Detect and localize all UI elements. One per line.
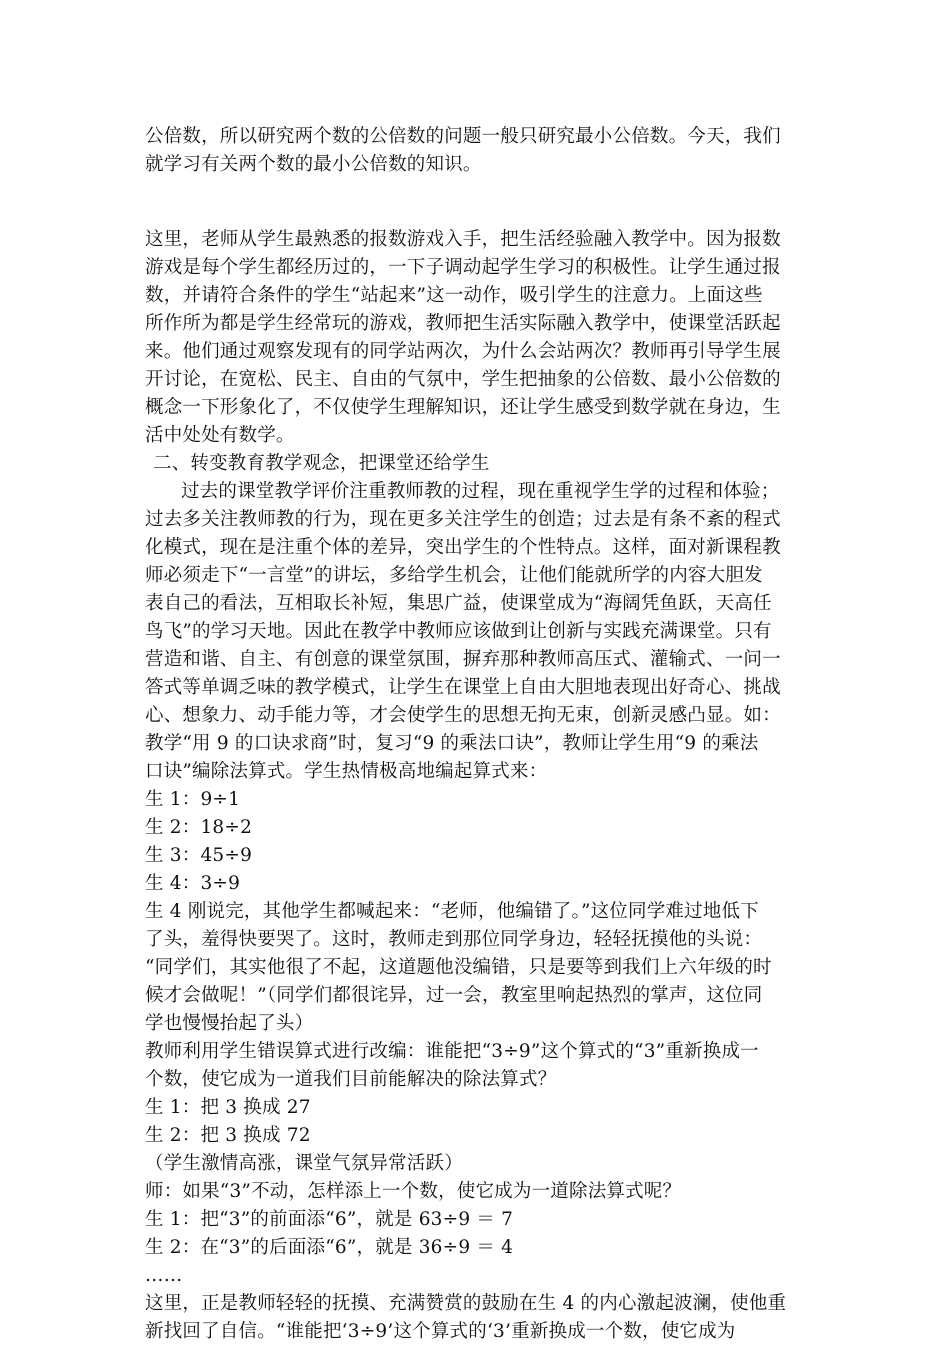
text-line: 教师利用学生错误算式进行改编：谁能把“3÷9”这个算式的“3”重新换成一 (145, 1041, 759, 1062)
text-line: 来。他们通过观察发现有的同学站两次，为什么会站两次？教师再引导学生展 (145, 341, 781, 362)
text-line: 教学“用 9 的口诀求商”时，复习“9 的乘法口诀”，教师让学生用“9 的乘法 (145, 733, 759, 754)
text-line: 就学习有关两个数的最小公倍数的知识。 (145, 154, 482, 175)
text-line: 生 1：把“3”的前面添“6”，就是 63÷9 ＝ 7 (145, 1209, 514, 1230)
text-line: 过去多关注教师教的行为，现在更多关注学生的创造；过去是有条不紊的程式 (145, 509, 781, 530)
text-line: 过去的课堂教学评价注重教师教的过程，现在重视学生学的过程和体验； (181, 481, 780, 502)
text-line: 生 2：把 3 换成 72 (145, 1125, 311, 1146)
text-line: 这里，正是教师轻轻的抚摸、充满赞赏的鼓励在生 4 的内心激起波澜，使他重 (145, 1293, 787, 1314)
text-line: …… (145, 1265, 183, 1286)
text-line: 生 4 刚说完，其他学生都喊起来：“老师，他编错了。”这位同学难过地低下 (145, 901, 759, 922)
text-line: 生 2：18÷2 (145, 817, 253, 838)
text-line: 化模式，现在是注重个体的差异，突出学生的个性特点。这样，面对新课程教 (145, 537, 781, 558)
text-line: 师必须走下“一言堂”的讲坛，多给学生机会，让他们能就所学的内容大胆发 (145, 565, 763, 586)
intro-paragraph (145, 123, 813, 179)
text-line: 公倍数，所以研究两个数的公倍数的问题一般只研究最小公倍数。今天，我们 (145, 126, 781, 147)
text-line: 数，并请符合条件的学生“站起来”这一动作，吸引学生的注意力。上面这些 (145, 285, 763, 306)
body-text (145, 226, 813, 1346)
text-line: 答式等单调乏味的教学模式，让学生在课堂上自由大胆地表现出好奇心、挑战 (145, 677, 781, 698)
text-line: “同学们，其实他很了不起，这道题他没编错，只是要等到我们上六年级的时 (145, 957, 772, 978)
text-line: 活中处处有数学。 (145, 425, 295, 446)
text-line: 生 1：把 3 换成 27 (145, 1097, 311, 1118)
text-line: 生 3：45÷9 (145, 845, 253, 866)
text-line: 所作所为都是学生经常玩的游戏，教师把生活实际融入教学中，使课堂活跃起 (145, 313, 781, 334)
text-line: 开讨论，在宽松、民主、自由的气氛中，学生把抽象的公倍数、最小公倍数的 (145, 369, 781, 390)
text-line: 概念一下形象化了，不仅使学生理解知识，还让学生感受到数学就在身边，生 (145, 397, 781, 418)
text-line: 表自己的看法，互相取长补短，集思广益，使课堂成为“海阔凭鱼跃，天高任 (145, 593, 772, 614)
text-line: 师：如果“3”不动，怎样添上一个数，使它成为一道除法算式呢？ (145, 1181, 682, 1202)
text-line: 新找回了自信。“谁能把‘3÷9’这个算式的‘3’重新换成一个数，使它成为 (145, 1321, 736, 1342)
text-line: 营造和谐、自主、有创意的课堂氛围，摒弃那种教师高压式、灌输式、一问一 (145, 649, 781, 670)
text-line: 生 1：9÷1 (145, 789, 241, 810)
text-line: 游戏是每个学生都经历过的，一下子调动起学生学习的积极性。让学生通过报 (145, 257, 781, 278)
text-line: 鸟飞”的学习天地。因此在教学中教师应该做到让创新与实践充满课堂。只有 (145, 621, 772, 642)
text-line: 候才会做呢！”（同学们都很诧异，过一会，教室里响起热烈的掌声，这位同 (145, 985, 763, 1006)
text-line: 心、想象力、动手能力等，才会使学生的思想无拘无束，创新灵感凸显。如： (145, 705, 781, 726)
text-line: （学生激情高涨，课堂气氛异常活跃） (145, 1153, 463, 1174)
text-line: 学也慢慢抬起了头） (145, 1013, 314, 1034)
text-line: 口诀”编除法算式。学生热情极高地编起算式来： (145, 761, 548, 782)
text-line: 这里，老师从学生最熟悉的报数游戏入手，把生活经验融入教学中。因为报数 (145, 229, 781, 250)
text-line: 个数，使它成为一道我们目前能解决的除法算式？ (145, 1069, 557, 1090)
text-line: 生 4：3÷9 (145, 873, 241, 894)
text-line: 生 2：在“3”的后面添“6”，就是 36÷9 ＝ 4 (145, 1237, 514, 1258)
text-line: 了头，羞得快要哭了。这时，教师走到那位同学身边，轻轻抚摸他的头说： (145, 929, 763, 950)
section-heading: 二、转变教育教学观念，把课堂还给学生 (153, 453, 490, 474)
